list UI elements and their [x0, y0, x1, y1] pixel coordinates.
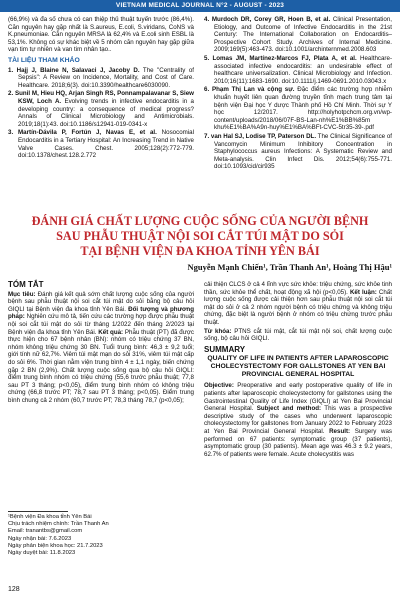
footnote-line: Chịu trách nhiệm chính: Trần Thanh An — [8, 521, 109, 528]
reference-details: The Clinical Significance of Vancomycin Minimum Inhibitory Concentration in Staphylococcus aureus Infections: A Systematic Review and Meta-analysis. Clin Infect Dis. 2012;54(6):755-771. doi:10.1093/cid/cir935 — [214, 132, 392, 171]
keywords-label: Từ khóa: — [204, 327, 232, 335]
footnote-line: Ngày phản biện khoa học: 21.7.2023 — [8, 542, 103, 549]
en-result-label: Result: — [329, 427, 351, 435]
previous-article-conclusion: (66,9%) và đa số chưa có can thiệp thủ thuật tuyến trước (86,4%). Căn nguyên hay gặp nhất là S.aureus, E.coli, S.viridans, CoNS và K.pneumoniae. Căn nguyên MRSA là 62,4% và E.coli sinh ESBL là 53,1%. Không có sự khác biệt về 5 nhóm căn nguyên hay gặp giữa vạn tim tự nhiên và van tim nhân tạo.. — [8, 16, 194, 54]
objective-label: Mục tiêu: — [8, 290, 36, 298]
footnote-line: Email: tranantbs@gmail.com — [8, 528, 83, 535]
references-list-left — [8, 67, 194, 160]
en-objective-label: Objective: — [204, 382, 234, 390]
reference-number: 6. — [204, 86, 210, 94]
reference-details: Evolving trends in infective endocarditis in a developing country: a consequence of medical progress? Annals of Clinical Microbiology and Antimicrobials. 2019;18(1):43. doi:10.1186/s12941-019-0341-x — [18, 97, 194, 128]
reference-number: 5. — [204, 54, 210, 62]
reference-item — [204, 55, 392, 85]
reference-details: Clinical Presentation, Etiology, and Outcome of Infective Endocarditis in the 21st Century: The International Collaboration on Endocarditis–Prospective Cohort Study. Archives of Internal Medicine. 2009;169(5):463-473. doi:10.1001/archinternmed.2008.603 — [214, 16, 393, 54]
reference-authors: Murdoch DR, Corey GR, Hoen B, et al. — [211, 16, 331, 23]
conclusion-text: Chất lượng cuộc sống được cải thiện hơn sau phẫu thuật nội soi cắt túi mật do sỏi ở cả 2 nhóm người bệnh có triệu chứng và không triệu chứng, đặc biệt là người bệnh ở nhóm có triệu chứng trước phẫu thuật. — [204, 288, 392, 326]
title-line: ĐÁNH GIÁ CHẤT LƯỢNG CUỘC SỐNG CỦA NGƯỜI BỆNH — [31, 214, 369, 228]
reference-item — [204, 86, 392, 132]
summary-vi-heading: TÓM TẮT — [8, 280, 44, 289]
footnote-divider — [8, 511, 68, 512]
reference-details: Nosocomial Endocarditis in a Tertiary Hospital: An Increasing Trend in Native Valve Cases. Chest. 2005;128(2):772-779. doi:10.1378/chest.128.2.772 — [18, 129, 194, 160]
en-objective-text: Preoperative and early postoperative quality of life in patients after laparoscopic cholecystectomy for gallstones using the Gastrointestinal Quality of Life Index (GIQLI) at Yen Bai Provincial General Hospital. — [204, 382, 392, 413]
result-label: Kết quả: — [98, 328, 124, 336]
reference-authors: Phạm Thị Lan và cộng sự. — [211, 86, 295, 94]
abstract-body — [8, 291, 194, 405]
keywords-text: PTNS cắt túi mật, cắt túi mật nội soi, chất lượng cuộc sống, bộ câu hỏi GIQLI. — [204, 327, 392, 343]
conclusion-label: Kết luận: — [349, 288, 377, 296]
footnote-line: Ngày nhận bài: 7.6.2023 — [8, 535, 72, 542]
result-text: Phẫu thuật (PT) đã được thực hiện cho 67 bệnh nhân (BN): nhóm có triệu chứng 37 BN, nhóm không triệu chứng 30 BN. Tuổi trung bình: 46,3 ± 9,2 tuổi; giới tính nữ 62,7%. Viêm túi mật mạn do sỏi 31%, viêm túi mật cấp do sỏi 6%. Thời gian nằm viện trung bình 4 ± 1,1 ngày, biến chứng gặp 2 BN (2,9%). Chất lượng cuộc sống qua bộ câu hỏi GIQLI: điểm trung bình nhóm có triệu chứng (55,6 trước phẫu thuật; 77,8 sau PT 3 tháng; p<0,05), điểm trung bình nhóm có không triệu chứng (66,8 trước PT; 78,7 sau PT 3 tháng; p<0,05). Điểm trung bình chung cả 2 nhóm (60,7 trước PT; 78,3 tháng 78,7 (p<0,05); — [8, 328, 195, 404]
reference-item — [204, 133, 392, 171]
en-subject-label: Subject and method: — [256, 405, 322, 413]
references-list-right — [204, 16, 392, 171]
english-title: QUALITY OF LIFE IN PATIENTS AFTER LAPAROSCOPIC CHOLECYSTECTOMY FOR GALLSTONES AT YEN BAI PROVINCIAL GENERAL HOSPITAL — [207, 355, 389, 379]
article-authors: Nguyễn Mạnh Chiến¹, Trần Thanh An¹, Hoàng Thị Hậu¹ — [187, 262, 392, 272]
method-text: Nghiên cứu mô tả, tiến cứu các trường hợp được phẫu thuật nội soi cắt túi mật do sỏi từ tháng 1/2022 đến tháng 2/2023 tại Bệnh viện đa khoa tỉnh Yên Bái. — [8, 313, 194, 336]
abstract-continued — [204, 281, 392, 459]
abstract-english — [204, 382, 392, 458]
title-line: SAU PHẪU THUẬT NỘI SOI CẮT TÚI MẬT DO SỎI — [56, 229, 344, 243]
reference-number: 3. — [8, 129, 14, 137]
journal-header: VIETNAM MEDICAL JOURNAL N°2 - AUGUST - 2023 — [0, 0, 400, 12]
keywords — [204, 328, 392, 343]
reference-number: 4. — [204, 16, 210, 23]
title-line: TẠI BỆNH VIỆN ĐA KHOA TỈNH YÊN BÁI — [80, 244, 320, 258]
author-footnote — [8, 514, 194, 557]
article-title — [8, 214, 392, 259]
reference-authors: van Hal SJ, Lodise TP, Paterson DL. — [210, 132, 317, 140]
reference-details: Healthcare-associated infective endocarditis: an undesirable effect of healthcare universalization. Clinical Microbiology and Infection. 2010;16(11):1683-1690. doi:10.1111/j.1469-0691.2010.03043.x — [214, 54, 392, 85]
reference-item — [8, 67, 194, 90]
reference-number: 7. — [204, 132, 210, 140]
right-column-top — [204, 16, 392, 172]
summary-en-heading: SUMMARY — [204, 344, 246, 354]
reference-number: 2. — [8, 90, 14, 98]
reference-details: Đặc điểm các trường hợp nhiễm khuẩn huyết liên quan đường truyền tĩnh mạch trung tâm tại bệnh viện Đại học Y dược Thành phố Hồ Chí Minh. Thời sự Y học 12/2017. http://holyhotpchcm.org.vn/wp-content/uploads/2018/06/07F-BS-Lan-nh%E1%BB%85m khu%E1%BA%A9n-huy%E1%BA%BFt-CVC-5tr35-39-.pdf — [214, 86, 392, 132]
en-result-text: Surgery was performed on 67 patients: symptomatic group (37 patients), asymptomatic group (30 patients). Mean age was 46.3 ± 9.2 years, 62.7% of patients were female. Acute cholecystitis was — [204, 427, 392, 458]
footnote-line: ¹Bệnh viện Đa khoa tỉnh Yên Bái — [8, 514, 92, 520]
en-subject-text: This was a prospective descriptive study of the cases who underwent laparoscopic cholecystectomy for gallstones from January 2022 to February 2023 at Yen Bai Provincial General Hospital. — [204, 405, 392, 435]
page-number: 128 — [8, 586, 20, 593]
abstract-vi-continued — [204, 281, 392, 327]
reference-details: The "Centrality of Sepsis": A Review on Incidence, Mortality, and Cost of Care. Healthcare. 2018;6(3). doi:10.3390/healthcare6030090. — [18, 66, 194, 89]
reference-item — [204, 16, 392, 54]
abstract-vietnamese — [8, 281, 194, 406]
reference-authors: Sunil M, Hieu HQ, Arjan Singh RS, Ponnampalavanar S, Siew KSW, Loch A. — [14, 90, 194, 105]
footnote-line: Ngày duyệt bài: 11.8.2023 — [8, 550, 76, 557]
method-label: Đối tượng và phương pháp: — [8, 305, 194, 321]
objective-text: Đánh giá kết quả sớm chất lượng cuộc sống của người bệnh sau phẫu thuật nội soi cắt túi mật do sỏi bằng bộ câu hỏi GIQLI tại Bệnh viện đa khoa tỉnh Yên Bái. — [8, 290, 195, 313]
reference-authors: Hajj J, Blaine N, Salavaci J, Jacoby D. — [16, 66, 140, 74]
references-heading: TÀI LIỆU THAM KHẢO — [8, 56, 80, 64]
left-column-top — [8, 16, 194, 161]
reference-number: 1. — [8, 66, 14, 74]
reference-item — [8, 129, 194, 159]
reference-item — [8, 90, 194, 128]
result-text-continued: cải thiện CLCS ở cả 4 lĩnh vực sức khỏe: triệu chứng, sức khỏe tinh thần, sức khỏe thể chất, hoạt động xã hội (p<0,05). — [204, 281, 392, 296]
reference-authors: Lomas JM, Martínez-Marcos FJ, Plata A, et al. — [212, 54, 357, 62]
reference-authors: Martín-Dávila P, Fortún J, Navas E, et al. — [18, 129, 157, 137]
